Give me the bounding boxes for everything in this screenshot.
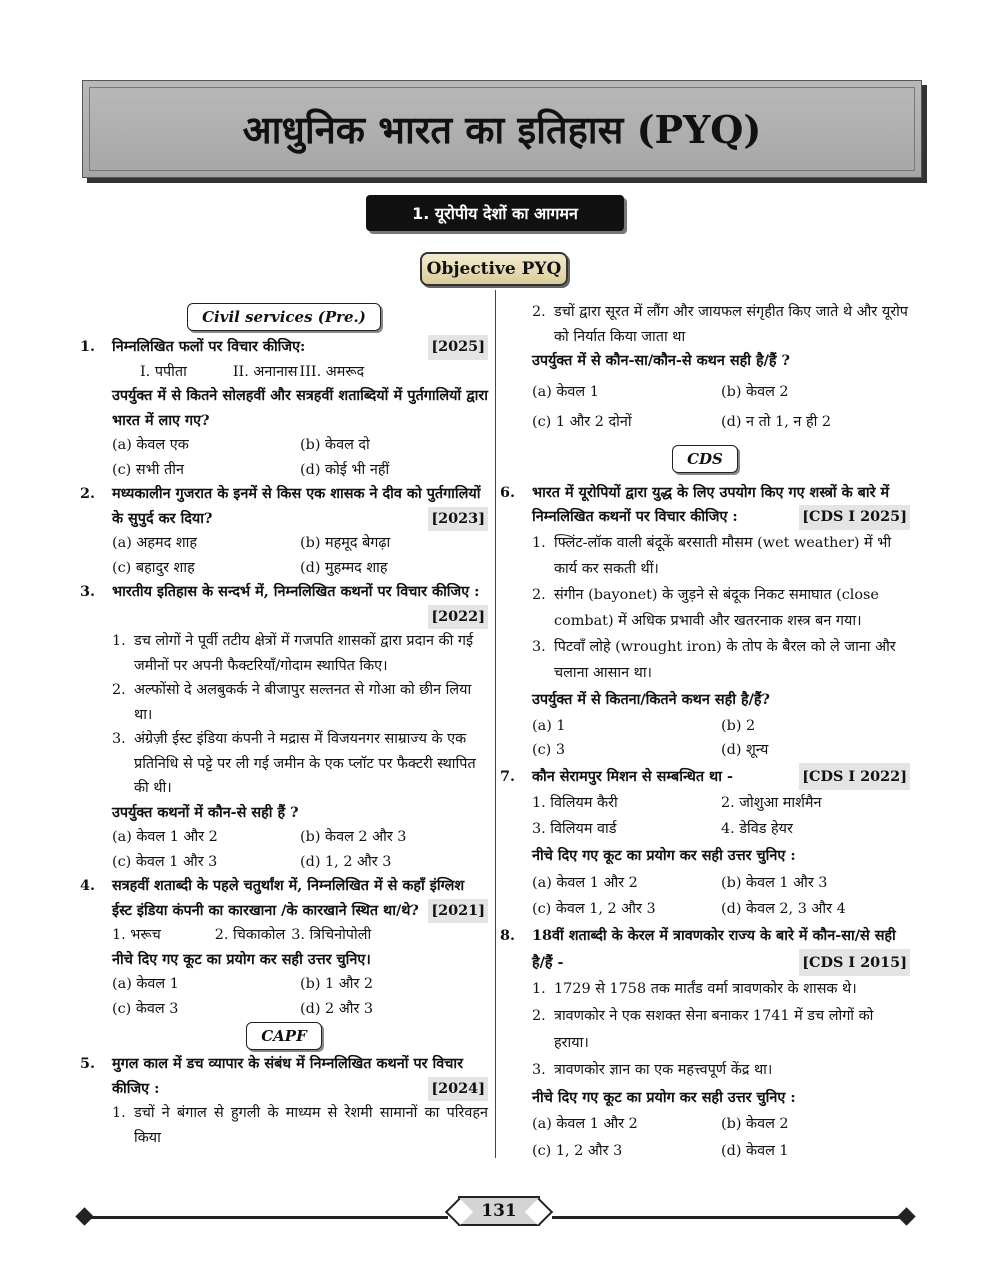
chapter-heading: 1. यूरोपीय देशों का आगमन — [366, 195, 624, 231]
question-7 — [500, 763, 910, 790]
page-title: आधुनिक भारत का इतिहास (PYQ) — [242, 107, 762, 152]
column-divider — [495, 290, 496, 1158]
question-ask: उपर्युक्त में से कौन-सा/कौन-से कथन सही है/हैं ? — [532, 352, 790, 369]
name-item: 3. विलियम वार्ड — [532, 820, 617, 837]
exam-label-cds: CDS — [672, 445, 738, 473]
question-ask: नीचे दिए गए कूट का प्रयोग कर सही उत्तर चुनिए : — [532, 846, 796, 864]
statement: 2. त्रावणकोर ने एक सशक्त सेना बनाकर 1741 में डच लोगों को हराया। — [532, 1007, 874, 1051]
statement: 1. 1729 से 1758 तक मार्तंड वर्मा त्रावणकोर के शासक थे। — [532, 980, 857, 997]
statement: 2. संगीन (bayonet) के जुड़ने से बंदूक निकट समाघात (close combat) में अधिक प्रभावी और खतरनाक शस्त्र बन गया। — [532, 586, 879, 629]
options — [500, 1111, 910, 1165]
question-8 — [500, 922, 910, 976]
question-text: मध्यकालीन गुजरात के इनमें से किस एक शासक ने दीव को पुर्तगालियों के सुपुर्द कर दिया? [2023] — [112, 482, 488, 531]
section-badge: Objective PYQ — [420, 252, 568, 286]
question-number: 7. — [500, 767, 516, 785]
option-c: (c) बहादुर शाह — [112, 559, 195, 576]
question-ask: उपर्युक्त कथनों में कौन-से सही हैं ? — [112, 803, 299, 821]
statement: 3. पिटवाँ लोहे (wrought iron) के तोप के बैरल को ले जाना और चलाना आसान था। — [532, 638, 896, 681]
title-banner — [82, 80, 922, 178]
question-number: 3. — [80, 583, 96, 600]
option-a: (a) केवल 1 और 2 — [532, 1115, 638, 1132]
question-1 — [80, 335, 488, 360]
question-ask: उपर्युक्त में से कितने सोलहवीं और सत्रहवीं शताब्दियों में पुर्तगालियों द्वारा भारत में लाए गए? — [112, 387, 488, 429]
diamond-ornament-right — [897, 1207, 915, 1225]
option-c: (c) केवल 1, 2 और 3 — [532, 900, 656, 917]
option-b: (b) महमूद बेगढ़ा — [300, 535, 391, 551]
option-d: (d) 2 और 3 — [300, 1000, 374, 1017]
option-c: (c) 1 और 2 दोनों — [532, 413, 632, 430]
page-number: 131 — [458, 1196, 540, 1226]
option-a: (a) 1 — [532, 717, 566, 734]
option-c: (c) केवल 3 — [112, 1000, 179, 1017]
statement: 3. अंग्रेज़ी ईस्ट इंडिया कंपनी ने मद्रास में विजयनगर साम्राज्य के एक प्रतिनिधि से पट्टे पर ली गई जमीन के एक प्लॉट पर फैक्टरी स्थापित की थी। — [112, 731, 476, 796]
question-number: 5. — [80, 1055, 96, 1072]
item: I. पपीता — [140, 363, 187, 380]
options — [500, 870, 910, 922]
item: 3. त्रिचिनोपोली — [291, 927, 372, 943]
option-d: (d) न तो 1, न ही 2 — [721, 413, 832, 430]
option-b: (b) केवल 2 — [721, 1115, 789, 1132]
year-tag: [2025] — [428, 335, 488, 360]
footer-rule-left — [84, 1216, 448, 1219]
name-item: 1. विलियम कैरी — [532, 794, 618, 811]
option-d: (d) 1, 2 और 3 — [300, 853, 392, 870]
question-text: कौन सेरामपुर मिशन से सम्बन्धित था - [CDS I 2022] — [532, 763, 910, 790]
option-b: (b) केवल 2 और 3 — [300, 829, 407, 845]
left-column — [80, 303, 488, 1150]
footer-rule-right — [552, 1216, 906, 1219]
item-list — [80, 360, 488, 385]
right-column — [500, 300, 910, 1165]
year-tag: [CDS I 2022] — [799, 763, 910, 790]
option-c: (c) सभी तीन — [112, 461, 184, 478]
option-a: (a) केवल 1 और 2 — [532, 874, 638, 891]
option-c: (c) 3 — [532, 742, 566, 758]
year-tag: [2021] — [428, 899, 488, 924]
option-a: (a) केवल एक — [112, 437, 189, 453]
year-tag: [2023] — [428, 507, 488, 532]
question-ask: नीचे दिए गए कूट का प्रयोग कर सही उत्तर चुनिए। — [112, 950, 371, 968]
options — [80, 531, 488, 580]
options — [500, 377, 910, 437]
question-3 — [80, 580, 488, 629]
option-b: (b) केवल 1 और 3 — [721, 874, 828, 891]
name-item: 4. डेविड हेयर — [721, 820, 793, 837]
year-tag: [2024] — [428, 1077, 488, 1102]
option-b: (b) केवल दो — [300, 437, 370, 453]
option-d: (d) केवल 1 — [721, 1142, 789, 1159]
exam-label-capf: CAPF — [246, 1022, 322, 1050]
question-6 — [500, 481, 910, 530]
option-b: (b) 1 और 2 — [300, 976, 374, 992]
question-number: 1. — [80, 338, 96, 355]
question-number: 8. — [500, 926, 516, 944]
diamond-ornament-left — [75, 1207, 93, 1225]
options — [80, 433, 488, 482]
question-ask: उपर्युक्त में से कितना/कितने कथन सही है/हैं? — [532, 690, 770, 708]
item: III. अमरूद — [299, 363, 365, 380]
option-b: (b) केवल 2 — [721, 383, 789, 400]
exam-label-civil-services: Civil services (Pre.) — [187, 303, 381, 331]
option-d: (d) केवल 2, 3 और 4 — [721, 900, 846, 917]
year-tag: [CDS I 2015] — [799, 949, 910, 976]
item: 1. भरूच — [112, 927, 161, 943]
statement: 2. अल्फोंसो दे अलबुकर्क ने बीजापुर सल्तनत से गोआ को छीन लिया था। — [112, 682, 472, 723]
question-number: 4. — [80, 877, 96, 894]
statement: 1. फ्लिंट-लॉक वाली बंदूकें बरसाती मौसम (wet weather) में भी कार्य कर सकती थीं। — [532, 534, 892, 577]
question-text: [2025] निम्नलिखित फलों पर विचार कीजिए: — [112, 335, 488, 360]
statement: 3. त्रावणकोर ज्ञान का एक महत्त्वपूर्ण केंद्र था। — [532, 1061, 773, 1078]
option-b: (b) 2 — [721, 717, 756, 734]
option-d: (d) शून्य — [721, 742, 769, 758]
option-a: (a) केवल 1 — [112, 976, 179, 992]
option-a: (a) केवल 1 और 2 — [112, 829, 218, 845]
question-text: सत्रहवीं शताब्दी के पहले चतुर्थांश में, निम्नलिखित में से कहाँ इंग्लिश ईस्ट इंडिया कंपनी का कारखाना /के कारखाने स्थित था/थे? [2021] — [112, 874, 488, 923]
option-c: (c) 1, 2 और 3 — [532, 1142, 623, 1159]
item: 2. चिकाकोल — [214, 927, 286, 943]
item: II. अनानास — [232, 363, 298, 380]
question-text: मुगल काल में डच व्यापार के संबंध में निम्नलिखित कथनों पर विचार कीजिए : [2024] — [112, 1052, 488, 1101]
year-tag: [2022] — [428, 605, 488, 630]
question-4 — [80, 874, 488, 923]
item-list — [80, 923, 488, 948]
name-item: 2. जोशुआ मार्शमैन — [721, 794, 822, 811]
options — [80, 972, 488, 1021]
question-number: 2. — [80, 485, 96, 502]
year-tag: [CDS I 2025] — [799, 505, 910, 530]
question-ask: नीचे दिए गए कूट का प्रयोग कर सही उत्तर चुनिए : — [532, 1088, 796, 1106]
question-text: भारत में यूरोपियों द्वारा युद्ध के लिए उपयोग किए गए शस्त्रों के बारे में निम्नलिखित कथनों पर विचार कीजिए : [CDS I 2025] — [532, 481, 910, 530]
option-c: (c) केवल 1 और 3 — [112, 853, 218, 870]
options — [80, 825, 488, 874]
question-text: भारतीय इतिहास के सन्दर्भ में, निम्नलिखित कथनों पर विचार कीजिए : [2022] — [112, 580, 488, 629]
option-d: (d) मुहम्मद शाह — [300, 559, 388, 576]
statement: 2. डचों द्वारा सूरत में लौंग और जायफल संगृहीत किए जाते थे और यूरोप को निर्यात किया जाता था — [532, 304, 908, 345]
option-a: (a) केवल 1 — [532, 383, 599, 400]
name-list — [500, 790, 910, 842]
question-number: 6. — [500, 483, 516, 501]
question-2 — [80, 482, 488, 531]
option-a: (a) अहमद शाह — [112, 535, 197, 551]
statement: 1. डचों ने बंगाल से हुगली के माध्यम से रेशमी सामानों का परिवहन किया — [112, 1105, 488, 1146]
option-d: (d) कोई भी नहीं — [300, 461, 390, 478]
question-5 — [80, 1052, 488, 1101]
statement: 1. डच लोगों ने पूर्वी तटीय क्षेत्रों में गजपति शासकों द्वारा प्रदान की गई जमीनों पर अपनी फैक्टरियाँ/गोदाम स्थापित किए। — [112, 633, 474, 674]
question-text: 18वीं शताब्दी के केरल में त्रावणकोर राज्य के बारे में कौन-सा/से सही है/हैं - [CDS I 2015] — [532, 922, 910, 976]
options — [500, 714, 910, 763]
